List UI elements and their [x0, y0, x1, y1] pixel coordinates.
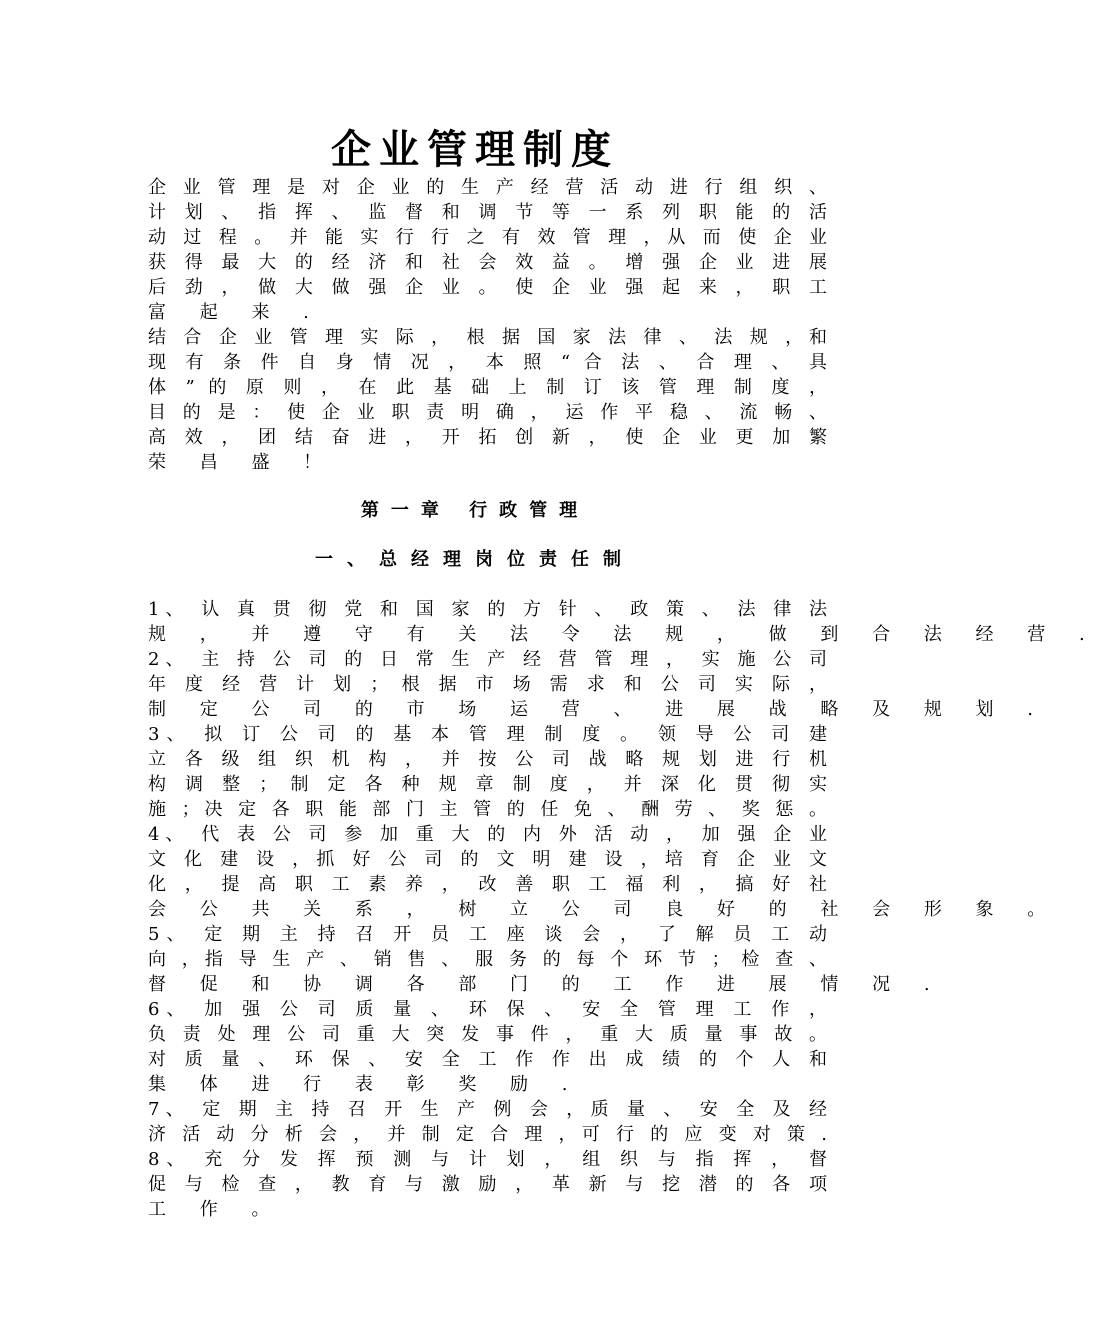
duty-line: 化 ， 提 高 职 工 素 养 ， 改 善 职 工 福 利 ， 搞 好 社 — [148, 874, 828, 895]
duty-line: 4、 代 表 公 司 参 加 重 大 的 内 外 活 动 ， 加 强 企 业 — [148, 824, 828, 845]
duty-line: 8、 充 分 发 挥 预 测 与 计 划 ， 组 织 与 指 挥 ， 督 — [148, 1149, 829, 1170]
duty-line: 立 各 级 组 织 机 构 ， 并 按 公 司 战 略 规 划 进 行 机 — [148, 749, 828, 770]
duty-line: 济 活 动 分 析 会 ， 并 制 定 合 理 ，可 行 的 应 变 对 策 . — [148, 1124, 828, 1145]
intro-line: 企 业 管 理 是 对 企 业 的 生 产 经 营 活 动 进 行 组 织 、 — [148, 177, 828, 198]
document-title: 企业管理制度 — [331, 127, 619, 173]
duty-line: 2、 主 持 公 司 的 日 常 生 产 经 营 管 理 ， 实 施 公 司 — [148, 649, 828, 670]
duty-line: 对 质 量 、 环 保 、 安 全 工 作 作 出 成 绩 的 个 人 和 — [148, 1049, 828, 1070]
duty-line: 3、 拟 订 公 司 的 基 本 管 理 制 度 。 领 导 公 司 建 — [148, 724, 829, 745]
intro-line: 获 得 最 大 的 经 济 和 社 会 效 益 。 增 强 企 业 进 展 — [148, 252, 828, 273]
duty-line: 向 ，指 导 生 产 、 销 售 、 服 务 的 每 个 环 节 ； 检 查 、 — [148, 949, 828, 970]
duties-list — [148, 597, 1099, 1222]
duty-line: 文 化 建 设 ，抓 好 公 司 的 文 明 建 设 ，培 育 企 业 文 — [148, 849, 828, 870]
intro-line: 目 的 是 ： 使 企 业 职 责 明 确 ， 运 作 平 稳 、 流 畅 、 — [148, 402, 828, 423]
duty-line: 施 ；决 定 各 职 能 部 门 主 管 的 任 免 、 酬 劳 、 奖 惩 。 — [148, 799, 828, 820]
duty-line: 6、 加 强 公 司 质 量 、 环 保 、 安 全 管 理 工 作 ， — [148, 999, 829, 1020]
intro-line: 富 起 来 . — [148, 302, 323, 323]
intro-line: 后 劲 ， 做 大 做 强 企 业 。 使 企 业 强 起 来 ， 职 工 — [148, 277, 828, 298]
duty-line: 制 定 公 司 的 市 场 运 营 、 进 展 战 略 及 规 划 . — [148, 699, 1047, 720]
intro-line: 体 ” 的 原 则 ， 在 此 基 础 上 制 订 该 管 理 制 度 ， — [148, 377, 828, 398]
intro-paragraph — [148, 175, 828, 475]
duty-line: 年 度 经 营 计 划 ； 根 据 市 场 需 求 和 公 司 实 际 ， — [148, 674, 828, 695]
duty-line: 集 体 进 行 表 彰 奖 励 . — [148, 1074, 582, 1095]
intro-line: 结 合 企 业 管 理 实 际 ， 根 据 国 家 法 律 、 法 规 ，和 — [148, 327, 828, 348]
duty-line: 促 与 检 查 ， 教 育 与 激 励 ， 革 新 与 挖 潜 的 各 项 — [148, 1174, 828, 1195]
duty-line: 工 作 。 — [148, 1199, 284, 1220]
duty-line: 会 公 共 关 系 ， 树 立 公 司 良 好 的 社 会 形 象 。 — [148, 899, 1060, 920]
section-heading: 一、总经理岗位责任制 — [315, 549, 635, 570]
intro-line: 计 划 、 指 挥 、 监 督 和 调 节 等 一 系 列 职 能 的 活 — [148, 202, 828, 223]
intro-line: 动 过 程 。 并 能 实 行 行 之 有 效 管 理 ，从 而 使 企 业 — [148, 227, 828, 248]
intro-line: 荣 昌 盛 ！ — [148, 452, 336, 473]
intro-line: 现 有 条 件 自 身 情 况 ， 本 照 “ 合 法 、 合 理 、 具 — [148, 352, 828, 373]
duty-line: 规 ， 并 遵 守 有 关 法 令 法 规 ， 做 到 合 法 经 营 . — [148, 624, 1099, 645]
duty-line: 1、 认 真 贯 彻 党 和 国 家 的 方 针 、 政 策 、 法 律 法 — [148, 599, 828, 620]
duty-line: 负 责 处 理 公 司 重 大 突 发 事 件 ， 重 大 质 量 事 故 。 — [148, 1024, 828, 1045]
duty-line: 构 调 整 ； 制 定 各 种 规 章 制 度 ， 并 深 化 贯 彻 实 — [148, 774, 828, 795]
duty-line: 5、 定 期 主 持 召 开 员 工 座 谈 会 ， 了 解 员 工 动 — [148, 924, 829, 945]
chapter-heading: 第一章 行政管理 — [360, 500, 590, 521]
duty-line: 督 促 和 协 调 各 部 门 的 工 作 进 展 情 况 . — [148, 974, 944, 995]
intro-line: 高 效 ， 团 结 奋 进 ， 开 拓 创 新 ， 使 企 业 更 加 繁 — [148, 427, 828, 448]
duty-line: 7、 定 期 主 持 召 开 生 产 例 会 ，质 量 、 安 全 及 经 — [148, 1099, 828, 1120]
